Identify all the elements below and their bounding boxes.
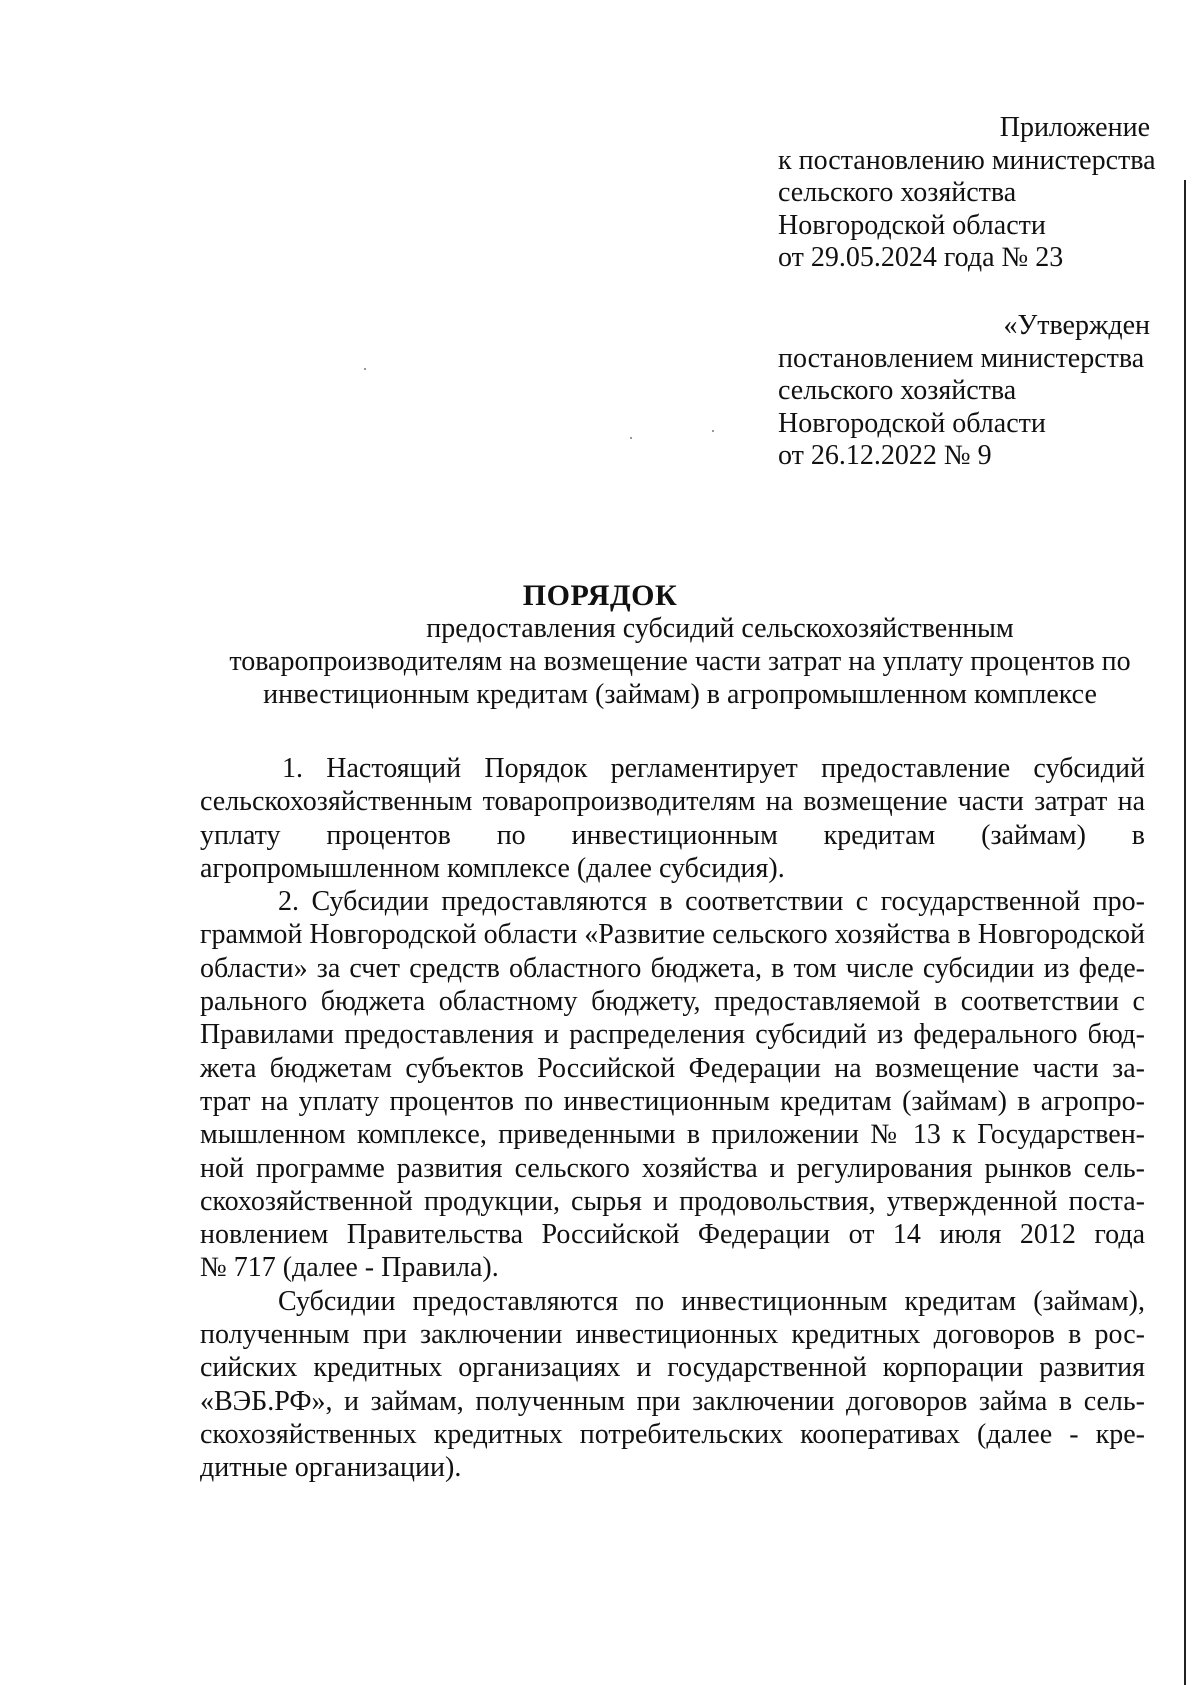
paragraph-line: 1. Настоящий Порядок регламентирует предоставление субсидий <box>282 753 1145 784</box>
subtitle-line: товаропроизводителям на возмещение части затрат на уплату процентов по <box>229 646 1131 677</box>
paragraph-line: агропромышленном комплексе (далее субсидия). <box>200 852 785 884</box>
paragraph-line: № 717 (далее - Правила). <box>200 1252 499 1284</box>
approved-date-number: от 26.12.2022 № 9 <box>778 440 992 471</box>
approved-label: «Утвержден <box>1003 310 1150 341</box>
paragraph-line: Субсидии предоставляются по инвестиционным кредитам (займам), <box>278 1285 1145 1317</box>
paragraph-line: граммой Новгородской области «Развитие сельского хозяйства в Новгородской <box>200 919 1145 951</box>
paragraph-2 <box>200 885 1145 1285</box>
paragraph-3 <box>200 1285 1145 1485</box>
paragraph-line: новлением Правительства Российской Федерации от 14 июля 2012 года <box>200 1219 1145 1251</box>
paragraph-line: сийских кредитных организациях и государственной корпорации развития <box>200 1352 1145 1384</box>
paragraph-line: области» за счет средств областного бюджета, в том числе субсидии из феде- <box>200 952 1145 984</box>
paragraph-line: уплату процентов по инвестиционным кредитам (займам) в <box>200 819 1145 851</box>
appendix-ministry-line: сельского хозяйства <box>778 177 1017 208</box>
paragraph-line: «ВЭБ.РФ», и займам, полученным при заключении договоров займа в сель- <box>200 1385 1145 1417</box>
scan-speck <box>364 368 366 370</box>
document-subtitle <box>200 612 1160 711</box>
paragraph-1 <box>200 752 1145 885</box>
scan-speck <box>630 437 632 439</box>
paragraph-line: скохозяйственных кредитных потребительских кооперативах (далее - кре- <box>200 1418 1145 1450</box>
paragraph-line: Правилами предоставления и распределения субсидий из федерального бюд- <box>200 1019 1145 1051</box>
document-title: ПОРЯДОК <box>522 579 678 612</box>
paragraph-line: дитные организации). <box>200 1452 462 1484</box>
scan-speck <box>712 430 714 432</box>
paragraph-line: мышленном комплексе, приведенными в приложении № 13 к Государствен- <box>200 1119 1145 1151</box>
approved-ministry-line: сельского хозяйства <box>778 375 1017 406</box>
paragraph-line: жета бюджетам субъектов Российской Федерации на возмещение части за- <box>200 1052 1145 1084</box>
appendix-label: Приложение <box>999 112 1150 143</box>
scan-edge-line <box>1184 180 1186 1685</box>
appendix-block <box>778 112 1158 275</box>
paragraph-line: рального бюджета областному бюджету, предоставляемой в соответствии с <box>200 986 1145 1018</box>
approved-block <box>778 310 1158 473</box>
document-body <box>200 752 1145 1485</box>
approved-resolution-line: постановлением министерства <box>778 342 1145 374</box>
paragraph-line: ной программе развития сельского хозяйства и регулирования рынков сель- <box>200 1152 1145 1184</box>
subtitle-line: инвестиционным кредитам (займам) в агропромышленном комплексе <box>263 679 1097 710</box>
subtitle-line: предоставления субсидий сельскохозяйственным <box>426 613 1014 644</box>
appendix-region-line: Новгородской области <box>778 209 1046 241</box>
paragraph-line: сельскохозяйственным товаропроизводителям на возмещение части затрат на <box>200 786 1145 818</box>
paragraph-line: полученным при заключении инвестиционных кредитных договоров в рос- <box>200 1319 1145 1351</box>
paragraph-line: 2. Субсидии предоставляются в соответствии с государственной про- <box>278 886 1145 918</box>
appendix-date-number: от 29.05.2024 года № 23 <box>778 242 1064 273</box>
paragraph-line: трат на уплату процентов по инвестиционным кредитам (займам) в агропро- <box>200 1085 1145 1117</box>
appendix-resolution-line: к постановлению министерства <box>778 144 1156 176</box>
paragraph-line: скохозяйственной продукции, сырья и продовольствия, утвержденной поста- <box>200 1185 1145 1217</box>
approved-region-line: Новгородской области <box>778 407 1046 439</box>
